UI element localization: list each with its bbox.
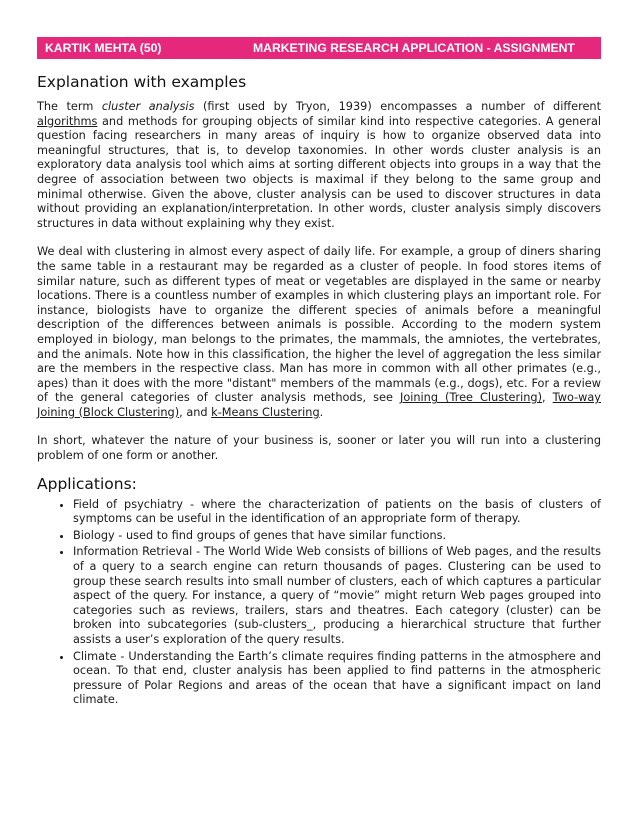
header-bar bbox=[37, 37, 601, 59]
document-title: MARKETING RESEARCH APPLICATION - ASSIGNMENT bbox=[253, 41, 575, 55]
algorithms-link[interactable]: algorithms bbox=[37, 114, 98, 128]
paragraph-summary: In short, whatever the nature of your business is, sooner or later you will run into a clustering problem of one form or another. bbox=[37, 434, 601, 463]
list-item: • Information Retrieval - The World Wide Web consists of billions of Web pages, and the results of a query to a search engine can return thousands of pages. Clustering can be used to group these search results into small number of clusters, each of which captures a particular aspect of the query. For instance, a query of “movie” might return Web pages grouped into categories such as reviews, trailers, stars and theatres. Each category (cluster) can be broken into subcategories (sub-clusters_, producing a hierarchical structure that further assists a user’s exploration of the query results. bbox=[73, 545, 601, 647]
k-means-link[interactable]: k-Means Clustering bbox=[211, 405, 320, 419]
applications-list bbox=[37, 498, 601, 708]
list-item: • Field of psychiatry - where the characterization of patients on the basis of clusters of symptoms can be useful in the identification of an appropriate form of therapy. bbox=[73, 498, 601, 527]
section-heading-explanation: Explanation with examples bbox=[37, 73, 247, 91]
joining-link[interactable]: Joining (Tree Clustering) bbox=[399, 391, 543, 405]
document-body bbox=[37, 72, 601, 710]
two-way-joining-link[interactable]: Two-way Joining (Block Clustering) bbox=[37, 391, 601, 419]
paragraph-examples: We deal with clustering in almost every aspect of daily life. For example, a group of diners sharing the same table in a restaurant may be regarded as a cluster of people. In food stores items of similar nature, such as different types of meat or vegetables are displayed in the same or nearby locations. There is a countless number of examples in which clustering plays an important role. For instance, biologists have to organize the different species of animals before a meaningful description of the differences between animals is possible. According to the modern system employed in biology, man belongs to the primates, the mammals, the amniotes, the vertebrates, and the animals. Note how in this classification, the higher the level of aggregation the less similar are the members in the respective class. Man has more in common with all other primates (e.g., apes) than it does with the more "distant" members of the mammals (e.g., dogs), etc. For a review of the general categories of cluster analysis methods, see Joining (Tree Clustering), Two-way Joining (Block Clustering), and k-Means Clustering. bbox=[37, 245, 601, 419]
paragraph-intro: The term cluster analysis (first used by Tryon, 1939) encompasses a number of different algorithms and methods for grouping objects of similar kind into respective categories. A general question facing researchers in many areas of inquiry is how to organize observed data into meaningful structures, that is, to develop taxonomies. In other words cluster analysis is an exploratory data analysis tool which aims at sorting different objects into groups in a way that the degree of association between two objects is maximal if they belong to the same group and minimal otherwise. Given the above, cluster analysis can be used to discover structures in data without providing an explanation/interpretation. In other words, cluster analysis simply discovers structures in data without explaining why they exist. bbox=[37, 100, 602, 230]
list-item: • Climate - Understanding the Earth’s climate requires finding patterns in the atmosphere and ocean. To that end, cluster analysis has been applied to find patterns in the atmospheric pressure of Polar Regions and areas of the ocean that have a significant impact on land climate. bbox=[73, 650, 601, 708]
section-heading-applications: Applications: bbox=[37, 474, 137, 493]
list-item: • Biology - used to find groups of genes that have similar functions. bbox=[73, 529, 601, 544]
author-name: KARTIK MEHTA (50) bbox=[45, 41, 162, 55]
